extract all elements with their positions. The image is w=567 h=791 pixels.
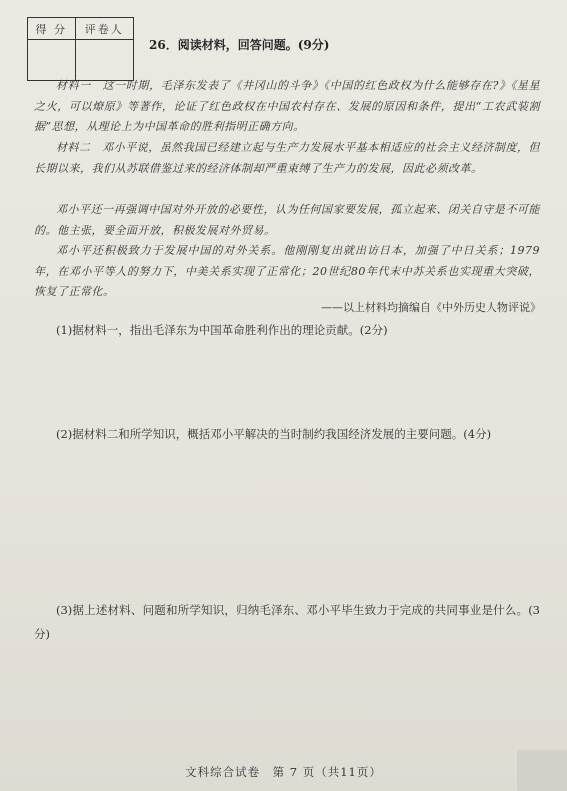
material-one: 材料一 这一时期，毛泽东发表了《井冈山的斗争》《中国的红色政权为什么能够存在?》《星星之火，可以燎原》等著作，论证了红色政权在中国农村存在、发展的原因和条件，提出“工农武装割据”思想，从理论上为中国革命的胜利指明正确方向。 bbox=[34, 79, 540, 133]
score-header: 得 分 bbox=[28, 18, 76, 40]
material-two-paragraph-3: 邓小平还积极致力于发展中国的对外关系。他刚刚复出就出访日本，加强了中日关系；1979年，在邓小平等人的努力下，中美关系实现了正常化；20世纪80年代末中苏关系也实现重大突破，恢复了正常化。 bbox=[34, 244, 540, 298]
score-table bbox=[27, 17, 134, 81]
grader-header: 评卷人 bbox=[75, 18, 133, 40]
page-footer: 文科综合试卷 第 7 页（共11页） bbox=[185, 765, 382, 779]
grader-cell[interactable] bbox=[75, 40, 133, 81]
material-two-paragraph-1: 材料二 邓小平说，虽然我国已经建立起与生产力发展水平基本相适应的社会主义经济制度，但长期以来，我们从苏联借鉴过来的经济体制却严重束缚了生产力的发展，因此必须改革。 bbox=[34, 141, 540, 175]
sub-question-2: (2)据材料二和所学知识，概括邓小平解决的当时制约我国经济发展的主要问题。(4分) bbox=[56, 427, 492, 441]
score-cell[interactable] bbox=[28, 40, 76, 81]
material-source: ——以上材料均摘编自《中外历史人物评说》 bbox=[321, 301, 541, 314]
material-two-paragraph-2: 邓小平还一再强调中国对外开放的必要性，认为任何国家要发展，孤立起来、闭关自守是不可能的。他主张，要全面开放，积极发展对外贸易。 bbox=[34, 203, 540, 237]
sub-question-1: (1)据材料一，指出毛泽东为中国革命胜利作出的理论贡献。(2分) bbox=[56, 323, 388, 337]
question-title: 26．阅读材料，回答问题。(9分) bbox=[149, 38, 330, 52]
blurred-corner bbox=[517, 750, 567, 791]
sub-question-3: (3)据上述材料、问题和所学知识，归纳毛泽东、邓小平毕生致力于完成的共同事业是什么。(3分) bbox=[34, 603, 540, 641]
